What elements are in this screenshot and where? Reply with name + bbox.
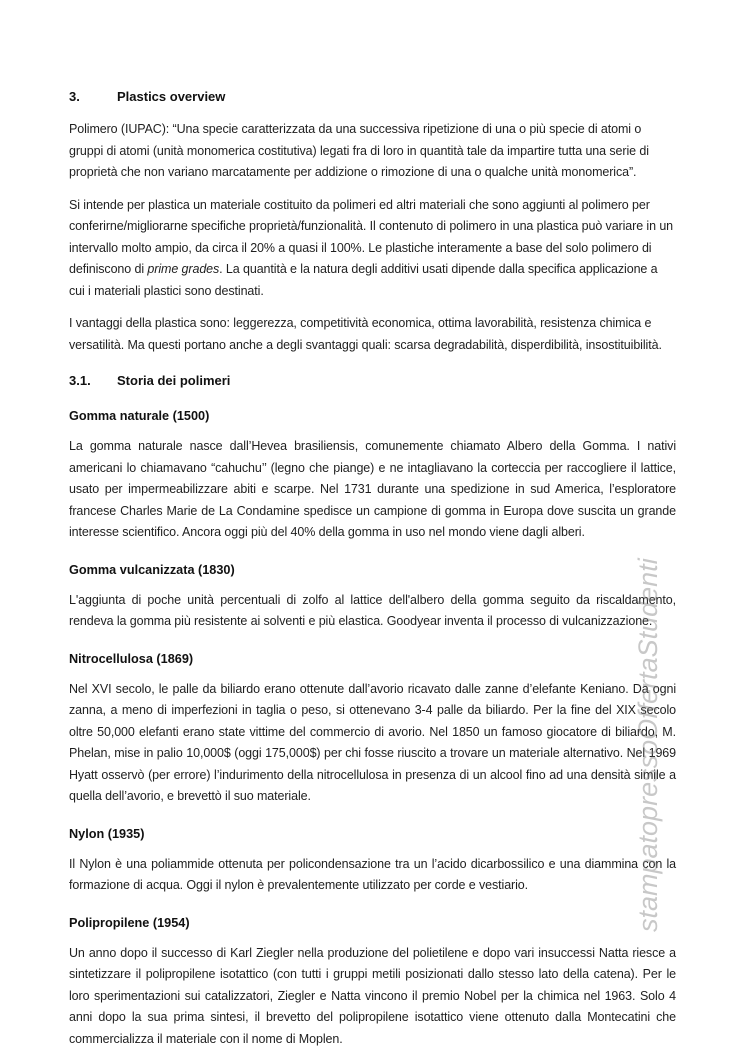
subsection-heading-gomma-naturale: Gomma naturale (1500) bbox=[69, 409, 210, 423]
paragraph-polimero-definition: Polimero (IUPAC): “Una specie caratterizzata da una successiva ripetizione di una o più specie di atomi o gruppi di atomi (unità monomerica costitutiva) legati fra di loro in quantità tale da impartire tutta una serie di proprietà che non variano marcatamente per addizione o rimozione di una o qualche unità monomerica”. bbox=[69, 122, 649, 179]
paragraph-vantaggi-svantaggi: I vantaggi della plastica sono: leggerezza, competitività economica, ottima lavorabilità, resistenza chimica e versatilità. Ma questi portano anche a degli svantaggi quali: scarsa degradabilità, disperdibilità, insostituibilità. bbox=[69, 316, 662, 352]
document-content bbox=[69, 88, 676, 1052]
italic-term-prime-grades: prime grades bbox=[147, 262, 220, 276]
paragraph-nylon: Il Nylon è una poliammide ottenuta per policondensazione tra un l’acido dicarbossilico e una diammina con la formazione di acqua. Oggi il nylon è prevalentemente utilizzato per corde e vestiario. bbox=[69, 856, 676, 892]
paragraph-gomma-naturale: La gomma naturale nasce dall’Hevea brasiliensis, comunemente chiamato Albero della Gomma. I nativi americani lo chiamavano “cahuchu’’ (legno che piange) e ne intagliavano la corteccia per raccogliere il lattice, usato per impermeabilizzare abiti e scarpe. Nel 1731 durante una spedizione in sud America, l’esploratore francese Charles Marie de La Condamine spedisce un campione di gomma in Europa dove suscita un grande interesse scientifico. Ancora oggi più del 40% della gomma in uso nel mondo viene dagli alberi. bbox=[69, 439, 676, 539]
heading-number: 3.1. bbox=[69, 373, 91, 388]
paragraph-plastica-definition bbox=[69, 195, 676, 303]
heading-number: 3. bbox=[69, 89, 80, 104]
paragraph-text: Si intende per plastica un materiale costituito da polimeri ed altri materiali che sono aggiunti al polimero per conferirne/migliorarne specifiche proprietà/funzionalità. Il contenuto di polimero in una plastica può variare in un intervallo molto ampio, da circa il 20% a quasi il 100%. Le plastiche interamente a base del solo polimero di definiscono di bbox=[69, 197, 674, 276]
subsection-heading-gomma-vulcanizzata: Gomma vulcanizzata (1830) bbox=[69, 562, 235, 577]
paragraph-gomma-vulcanizzata: L'aggiunta di poche unità percentuali di zolfo al lattice dell'albero della gomma seguito da riscaldamento, rendeva la gomma più resistente ai solventi e più elastica. Goodyear inventa il processo di vulcanizzazione. bbox=[69, 592, 676, 628]
section-heading-storia-polimeri bbox=[69, 372, 676, 390]
subsection-heading-polipropilene: Polipropilene (1954) bbox=[69, 915, 190, 930]
watermark-text: stampatopressoOffertaStudenti bbox=[633, 558, 663, 932]
paragraph-text: . La quantità e la natura degli additivi usati dipende dalla specifica applicazione a cui i materiali plastici sono destinati. bbox=[69, 262, 658, 298]
subsection-heading-nitrocellulosa: Nitrocellulosa (1869) bbox=[69, 651, 194, 666]
heading-title: Storia dei polimeri bbox=[117, 373, 231, 388]
paragraph-polipropilene: Un anno dopo il successo di Karl Ziegler nella produzione del polietilene e dopo vari insuccessi Natta riesce a sintetizzare il polipropilene isotattico (con tutti i gruppi metili posizionati dallo stesso lato della catena). Per le loro sperimentazioni sui catalizzatori, Ziegler e Natta vincono il premio Nobel per la chimica nel 1963. Solo 4 anni dopo la sua prima sintesi, il brevetto del polipropilene isotattico viene ottenuto dalla Montecatini che commercializza il materiale con il nome di Moplen. bbox=[69, 945, 676, 1046]
heading-title: Plastics overview bbox=[117, 89, 226, 104]
paragraph-nitrocellulosa: Nel XVI secolo, le palle da biliardo erano ottenute dall’avorio ricavato dalle zanne d’elefante Keniano. Da ogni zanna, a meno di imperfezioni in taglia o peso, si ottenevano 3-4 palle da biliardo. Per la fine del XIX secolo oltre 50,000 elefanti erano state vittime del commercio di avorio. Nel 1850 un famoso giocatore di biliardo, M. Phelan, mise in palio 10,000$ (oggi 175,000$) per chi fosse riuscito a trovare un materiale alternativo. Nel 1969 Hyatt osservò (per errore) l’indurimento della nitrocellulosa in presenza di un alcool fino ad una densità simile a quella dell’avorio, e brevettò il suo materiale. bbox=[69, 681, 676, 803]
subsection-heading-nylon: Nylon (1935) bbox=[69, 826, 145, 841]
section-heading-plastics-overview bbox=[69, 88, 676, 106]
